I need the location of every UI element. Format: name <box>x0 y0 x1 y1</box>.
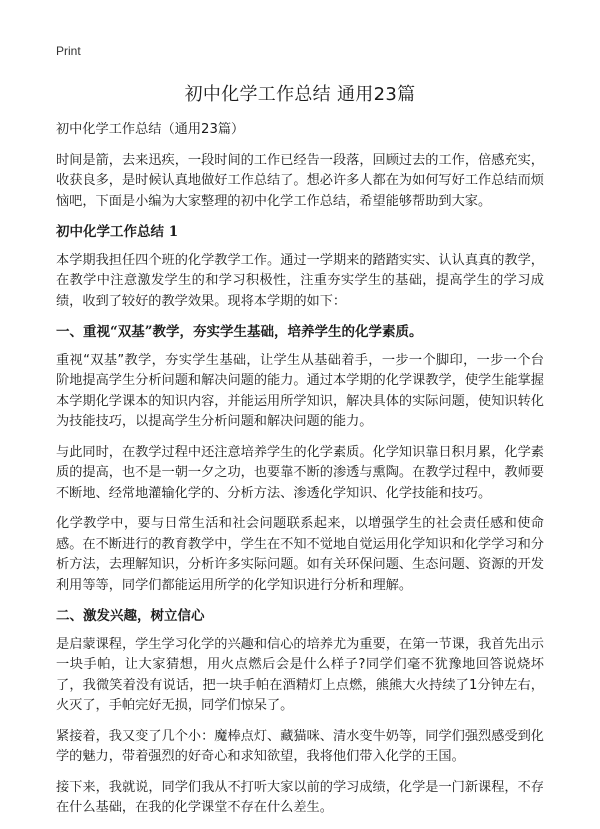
print-link[interactable]: Print <box>56 44 81 58</box>
paragraph-2b: 紧接着，我又变了几个小：魔棒点灯、藏猫咪、清水变牛奶等，同学们强烈感受到化学的魅力，带着强烈的好奇心和求知欲望，我将他们带入化学的王国。 <box>56 728 544 764</box>
opening-paragraph: 本学期我担任四个班的化学教学工作。通过一学期来的踏踏实实、认认真真的教学，在教学中注意激发学生的和学习积极性，注重夯实学生的基础，提高学生的学习成绩，收到了较好的教学效果。现将本学期的如下： <box>56 252 544 309</box>
document-subtitle: 初中化学工作总结（通用23篇） <box>56 122 245 137</box>
paragraph-1c: 化学教学中，要与日常生活和社会问题联系起来，以增强学生的社会责任感和使命感。在不断进行的教育教学中，学生在不知不觉地自觉运用化学知识和化学学习和分析方法，去理解知识，分析许多实际问题。如有关环保问题、生态问题、资源的开发利用等等，同学们都能运用所学的化学知识进行分析和理解。 <box>56 516 544 593</box>
intro-paragraph: 时间是箭，去来迅疾，一段时间的工作已经告一段落，回顾过去的工作，倍感充实，收获良多，是时候认真地做好工作总结了。想必许多人都在为如何写好工作总结而烦恼吧，下面是小编为大家整理的初中化学工作总结，希望能够帮助到大家。 <box>56 152 544 209</box>
paragraph-2c: 接下来，我就说，同学们我从不打听大家以前的学习成绩，化学是一门新课程，不存在什么基础，在我的化学课堂不存在什么差生。 <box>56 779 544 815</box>
heading-1: 一、重视“双基”教学，夯实学生基础，培养学生的化学素质。 <box>56 324 423 340</box>
paragraph-1b: 与此同时，在教学过程中还注意培养学生的化学素质。化学知识靠日积月累，化学素质的提高，也不是一朝一夕之功，也要靠不断的渗透与熏陶。在教学过程中，教师要不断地、经常地灌输化学的、分析方法、渗透化学知识、化学技能和技巧。 <box>56 444 544 501</box>
paragraph-1a: 重视“双基”教学，夯实学生基础，让学生从基础着手，一步一个脚印，一步一个台阶地提高学生分析问题和解决问题的能力。通过本学期的化学课教学，使学生能掌握本学期化学课本的知识内容，并能运用所学知识，解决具体的实际问题，使知识转化为技能技巧，以提高学生分析问题和解决问题的能力。 <box>56 352 544 429</box>
paragraph-2a: 是启蒙课程，学生学习化学的兴趣和信心的培养尤为重要，在第一节课，我首先出示一块手帕，让大家猜想，用火点燃后会是什么样子?同学们毫不犹豫地回答说烧坏了，我微笑着没有说话，把一块手帕在酒精灯上点燃，熊熊大火持续了1分钟左右，火灭了，手帕完好无损，同学们惊呆了。 <box>56 636 544 713</box>
page-title: 初中化学工作总结 通用23篇 <box>184 84 416 105</box>
section-title: 初中化学工作总结 1 <box>56 224 179 240</box>
heading-2: 二、激发兴趣，树立信心 <box>56 608 205 624</box>
document-body <box>56 120 544 829</box>
